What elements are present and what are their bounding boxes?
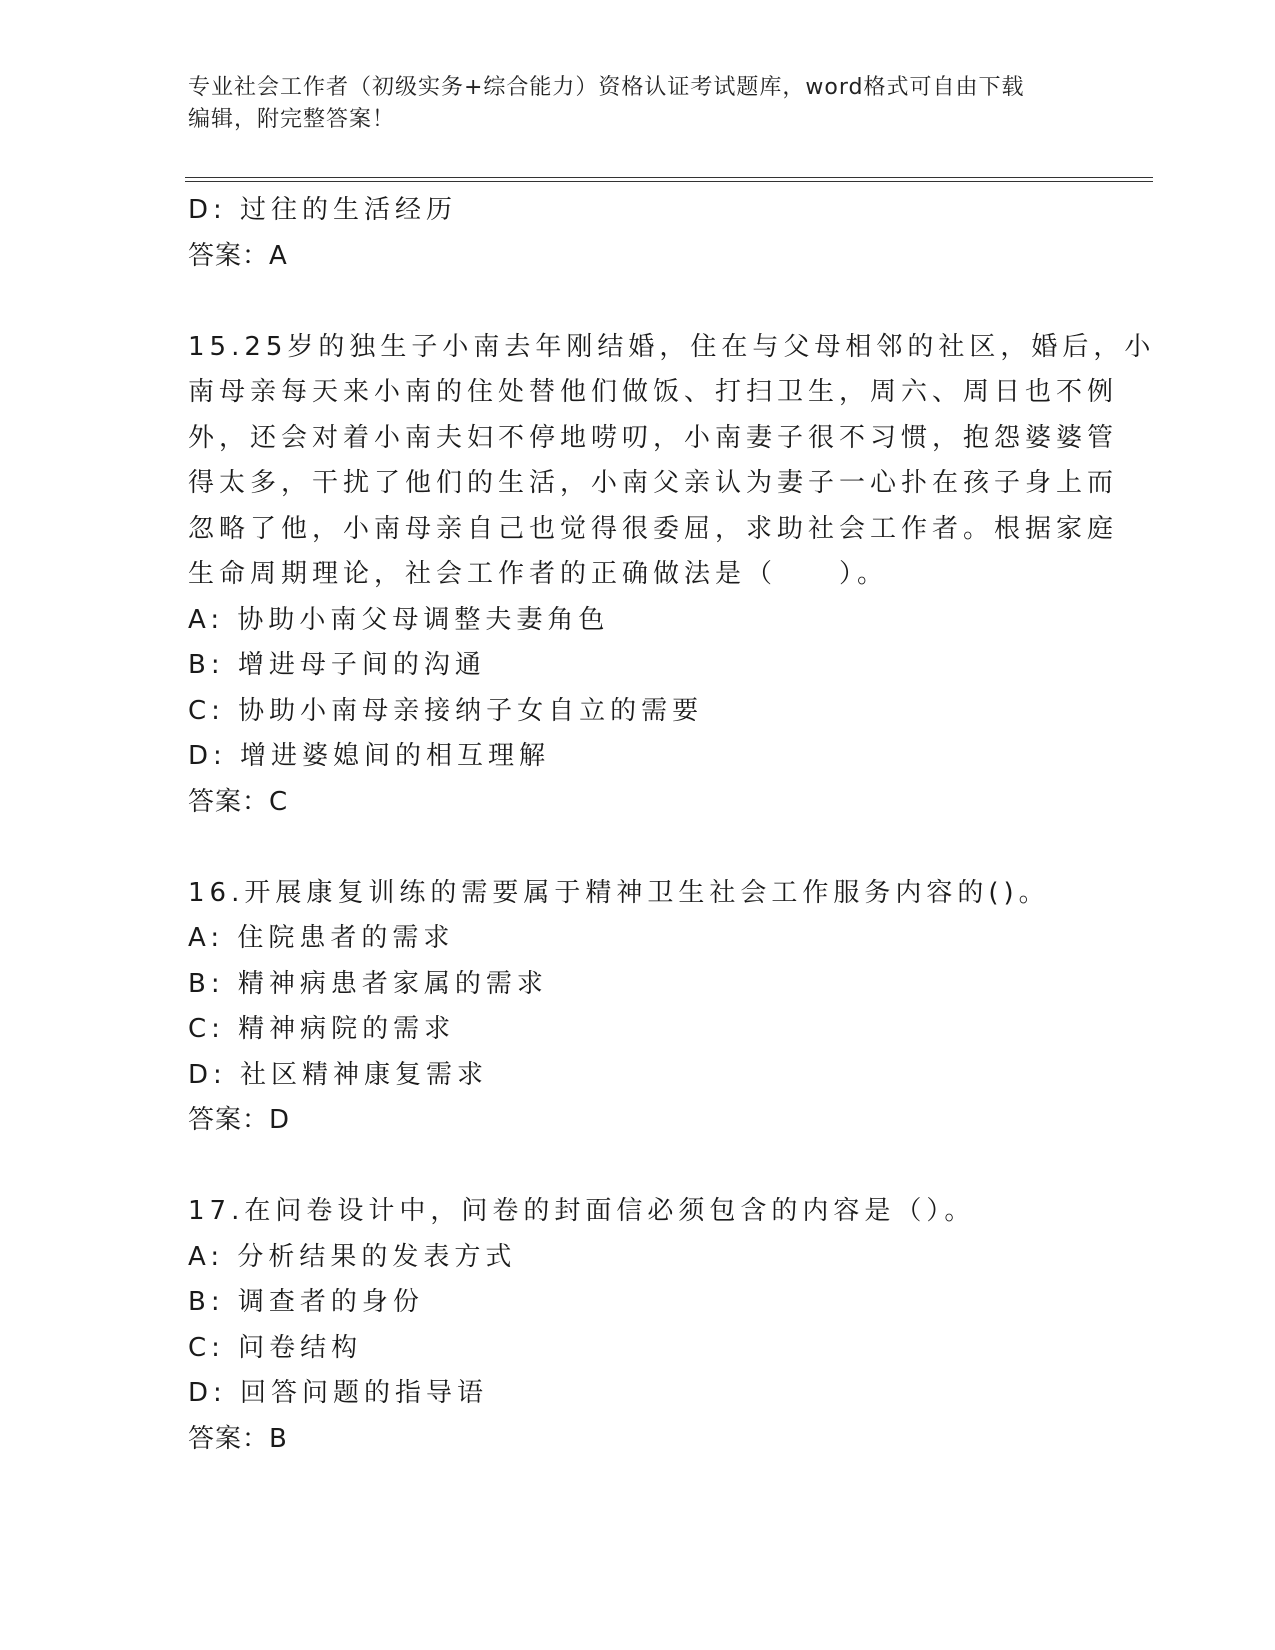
question-16-option-d: D: 社区精神康复需求 bbox=[188, 1059, 489, 1090]
question-17-stem: 17.在问卷设计中，问卷的封面信必须包含的内容是（）。 bbox=[188, 1196, 976, 1226]
question-16-answer: 答案：D bbox=[188, 1105, 291, 1135]
question-15-option-c: C: 协助小南母亲接纳子女自立的需要 bbox=[188, 695, 704, 726]
spacer bbox=[188, 825, 1088, 871]
question-15-stem-line: 外，还会对着小南夫妇不停地唠叨，小南妻子很不习惯，抱怨婆婆管 bbox=[188, 422, 1119, 453]
header-divider bbox=[185, 177, 1153, 182]
question-16-option-a: A: 住院患者的需求 bbox=[188, 923, 455, 953]
question-17-option-b: B: 调查者的身份 bbox=[188, 1287, 424, 1317]
question-15 bbox=[188, 325, 1156, 826]
prev-question-option-d: D: 过往的生活经历 bbox=[188, 195, 458, 225]
question-16-option-c: C: 精神病院的需求 bbox=[188, 1014, 456, 1044]
question-15-stem-line: 生命周期理论，社会工作者的正确做法是（ ）。 bbox=[188, 559, 889, 589]
question-15-answer: 答案：C bbox=[188, 786, 289, 817]
question-15-stem-line: 15.25岁的独生子小南去年刚结婚，住在与父母相邻的社区，婚后，小 bbox=[188, 331, 1156, 362]
question-list bbox=[188, 188, 1156, 1462]
question-15-option-b: B: 增进母子间的沟通 bbox=[188, 650, 486, 680]
question-15-stem-line: 得太多，干扰了他们的生活，小南父亲认为妻子一心扑在孩子身上而 bbox=[188, 468, 1119, 498]
question-17-option-a: A: 分析结果的发表方式 bbox=[188, 1241, 517, 1272]
question-17 bbox=[188, 1189, 1088, 1462]
question-15-stem-line: 忽略了他，小南母亲自己也觉得很委屈，求助社会工作者。根据家庭 bbox=[188, 513, 1119, 544]
document-header bbox=[188, 72, 1088, 136]
question-16 bbox=[188, 871, 1088, 1144]
question-16-option-b: B: 精神病患者家属的需求 bbox=[188, 968, 548, 999]
question-17-option-d: D: 回答问题的指导语 bbox=[188, 1378, 489, 1408]
question-17-answer: 答案：B bbox=[188, 1423, 288, 1454]
header-title-line-1: 专业社会工作者（初级实务+综合能力）资格认证考试题库，word格式可自由下载 bbox=[188, 75, 1025, 100]
question-15-option-a: A: 协助小南父母调整夫妻角色 bbox=[188, 604, 610, 635]
header-title-line-2: 编辑，附完整答案！ bbox=[188, 107, 396, 132]
spacer bbox=[188, 279, 1088, 325]
question-17-option-c: C: 问卷结构 bbox=[188, 1332, 363, 1363]
question-15-option-d: D: 增进婆媳间的相互理解 bbox=[188, 741, 551, 771]
prev-question-answer: 答案：A bbox=[188, 240, 288, 271]
question-15-stem-line: 南母亲每天来小南的住处替他们做饭、打扫卫生，周六、周日也不例 bbox=[188, 377, 1119, 407]
spacer bbox=[188, 1144, 1088, 1190]
question-16-stem: 16.开展康复训练的需要属于精神卫生社会工作服务内容的()。 bbox=[188, 877, 1050, 908]
